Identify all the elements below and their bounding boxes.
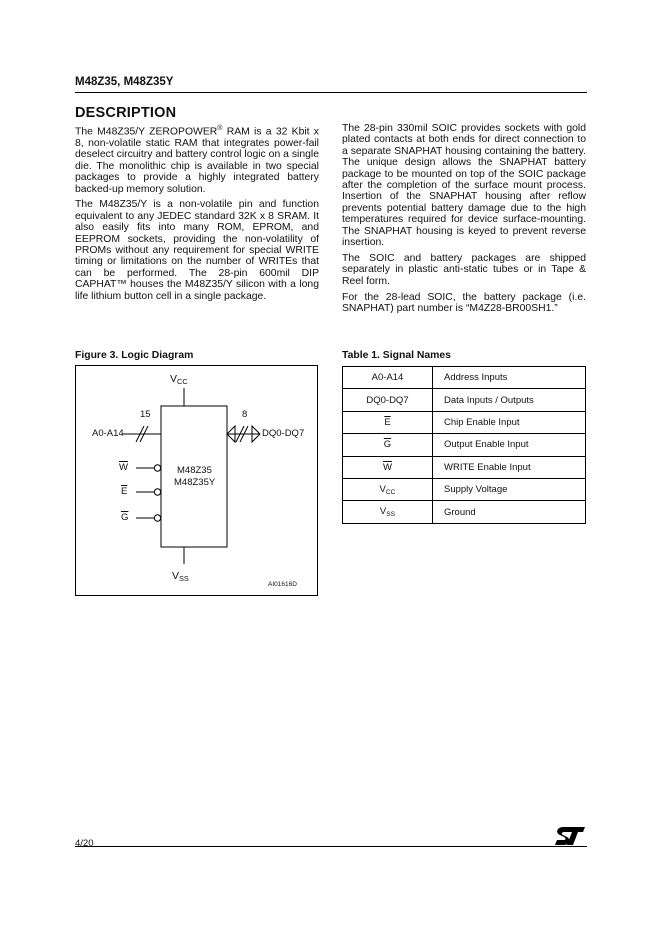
address-bus-label: A0-A14 (92, 428, 124, 439)
figure-caption: Figure 3. Logic Diagram (75, 350, 194, 361)
st-logo-icon (554, 826, 588, 846)
paragraph: The SOIC and battery packages are shipped separately in plastic anti-static tubes or in Tape & Reel form. (342, 252, 586, 287)
e-label: $\overline{E}$ (121, 486, 128, 497)
g-label: $\overline{G}$ (121, 512, 129, 523)
paragraph: For the 28-lead SOIC, the battery package (i.e. SNAPHAT) part number is “M4Z28-BR00SH1.” (342, 291, 586, 315)
figure-reference: AI01616D (268, 581, 297, 588)
g-bubble (154, 515, 160, 521)
right-column (342, 123, 586, 319)
table-row: $\overline{G}$ Output Enable Input (343, 434, 586, 456)
w-bubble (154, 465, 160, 471)
table-row: $V_{CC}$ Supply Voltage (343, 478, 586, 500)
header-rule (75, 92, 587, 93)
data-bus-label: DQ0-DQ7 (262, 428, 305, 439)
st-logo-mark (555, 827, 585, 845)
vss-label: $V_{SS}$ (172, 570, 189, 583)
table-row: $\overline{E}$ Chip Enable Input (343, 411, 586, 433)
left-column (75, 123, 319, 307)
logic-diagram (75, 365, 318, 596)
e-bubble (154, 489, 160, 495)
paragraph: The 28-pin 330mil SOIC provides sockets with gold plated contacts at both ends for direct connection to a separate SNAPHAT housing containing the battery. The unique design allows the SNAPHAT battery package to be mounted on top of the SOIC package after the completion of the surface mount process. Insertion of the SNAPHAT housing after reflow prevents potential battery damage due to the high temperatures required for device surface-mounting. The SNAPHAT housing is keyed to prevent reverse insertion. (342, 123, 586, 249)
paragraph: The M48Z35/Y ZEROPOWER® RAM is a 32 Kbit x 8, non-volatile static RAM that integrates power-fail deselect circuitry and battery control logic on a single die. The monolithic chip is available in two special packages to provide a highly integrated battery backed-up memory solution. (75, 125, 319, 195)
table-row: $V_{SS}$ Ground (343, 501, 586, 523)
table-row: A0-A14 Address Inputs (343, 367, 586, 389)
page-number: 4/20 (75, 838, 94, 849)
table-row: DQ0-DQ7 Data Inputs / Outputs (343, 389, 586, 411)
section-title: DESCRIPTION (75, 105, 177, 121)
address-bus-count: 15 (140, 409, 151, 420)
chip-name-line1: M48Z35 (177, 465, 212, 476)
vcc-label: $V_{CC}$ (170, 373, 188, 386)
signal-names-table (342, 366, 586, 524)
w-label: $\overline{W}$ (119, 462, 128, 473)
table-row: $\overline{W}$ WRITE Enable Input (343, 456, 586, 478)
paragraph: The M48Z35/Y is a non-volatile pin and function equivalent to any JEDEC standard 32K x 8 SRAM. It also easily fits into many ROM, EPROM, and EEPROM sockets, providing the non-volatility of PROMs without any requirement for special WRITE timing or limitations on the number of WRITEs that can be performed. The 28-pin 600mil DIP CAPHAT™ houses the M48Z35/Y silicon with a long life lithium button cell in a single package. (75, 199, 319, 302)
st-logo (554, 826, 588, 851)
footer-rule (75, 846, 587, 847)
data-bus-count: 8 (242, 409, 248, 420)
chip-name-line2: M48Z35Y (174, 477, 216, 488)
table-caption: Table 1. Signal Names (342, 350, 451, 361)
document-header-title: M48Z35, M48Z35Y (75, 76, 174, 88)
